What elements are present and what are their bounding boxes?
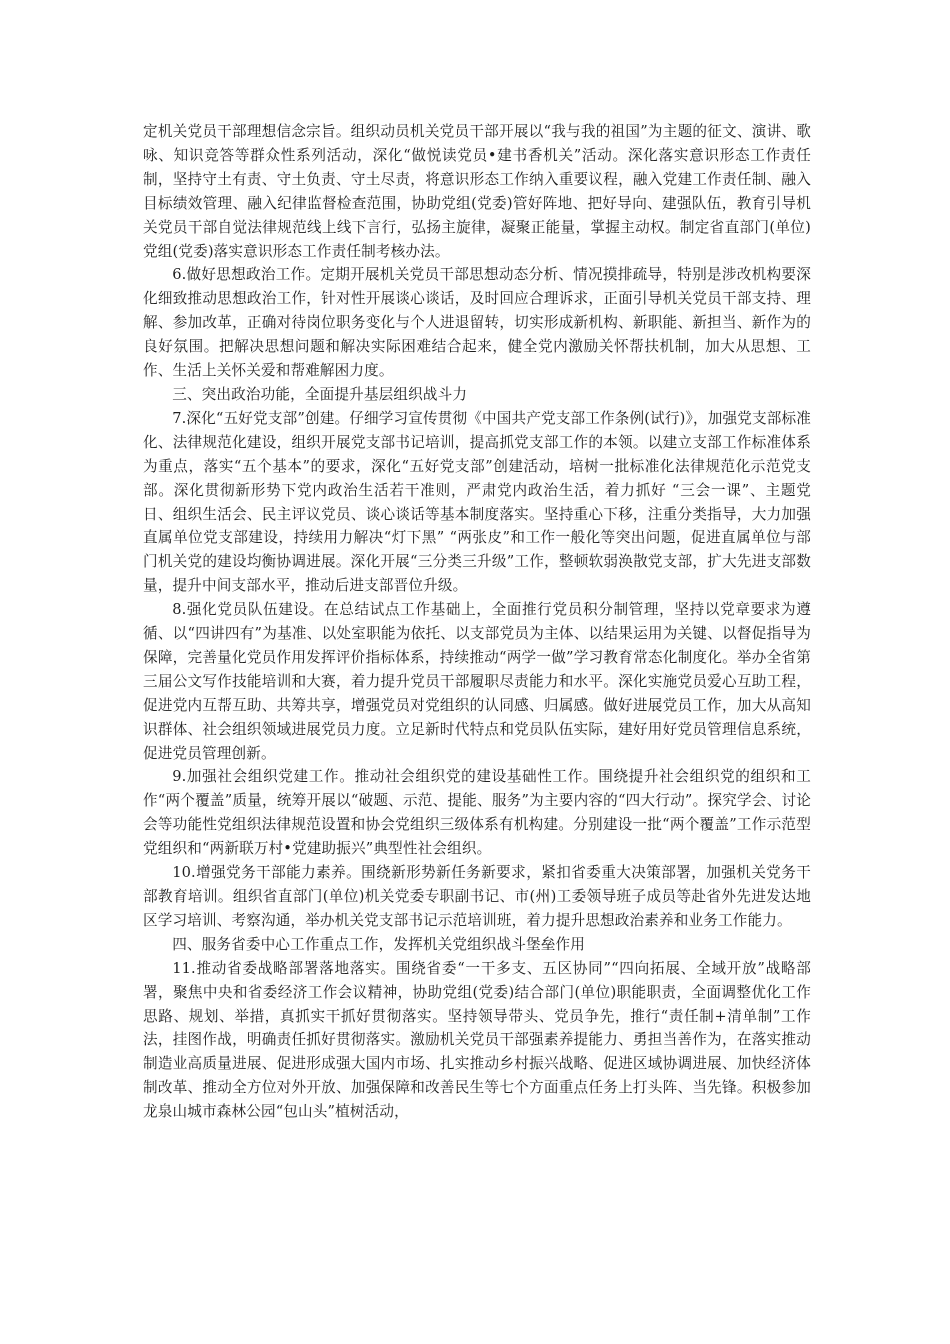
paragraph-item-6: 6.做好思想政治工作。定期开展机关党员干部思想动态分析、情况摸排疏导，特别是涉改机构要深化细致推动思想政治工作，针对性开展谈心谈话，及时回应合理诉求，正面引导机关党员干部支持、理解、参加改革，正确对待岗位职务变化与个人进退留转，切实形成新机构、新职能、新担当、新作为的良好氛围。把解决思想问题和解决实际困难结合起来，健全党内激励关怀帮扶机制，加大从思想、工作、生活上关怀关爱和帮难解困力度。 — [143, 266, 811, 380]
paragraph-item-8: 8.强化党员队伍建设。在总结试点工作基础上，全面推行党员积分制管理，坚持以党章要求为遵循、以“四讲四有”为基准、以处室职能为依托、以支部党员为主体、以结果运用为关键、以督促指导为保障，完善量化党员作用发挥评价指标体系，持续推动“两学一做”学习教育常态化制度化。举办全省第三届公文写作技能培训和大赛，着力提升党员干部履职尽责能力和水平。深化实施党员爱心互助工程，促进党内互帮互助、共筹共享，增强党员对党组织的认同感、归属感。做好进展党员工作，加大从高知识群体、社会组织领域进展党员力度。立足新时代特点和党员队伍实际，建好用好党员管理信息系统，促进党员管理创新。 — [143, 601, 811, 762]
paragraph-item-9: 9.加强社会组织党建工作。推动社会组织党的建设基础性工作。围绕提升社会组织党的组织和工作“两个覆盖”质量，统筹开展以“破题、示范、提能、服务”为主要内容的“四大行动”。探究学会、讨论会等功能性党组织法律规范设置和协会党组织三级体系有机构建。分别建设一批“两个覆盖”工作示范型党组织和“两新联万村•党建助振兴”典型性社会组织。 — [143, 768, 811, 858]
section-heading-3: 三、突出政治功能，全面提升基层组织战斗力 — [172, 385, 468, 403]
section-heading-4: 四、服务省委中心工作重点工作，发挥机关党组织战斗堡垒作用 — [172, 935, 586, 953]
paragraph-item-7: 7.深化“五好党支部”创建。仔细学习宣传贯彻《中国共产党支部工作条例(试行)》，加强党支部标准化、法律规范化建设，组织开展党支部书记培训，提高抓党支部工作的本领。以建立支部工作标准体系为重点，落实“五个基本”的要求，深化“五好党支部”创建活动，培树一批标准化法律规范化示范党支部。深化贯彻新形势下党内政治生活若干准则，严肃党内政治生活，着力抓好 “三会一课”、主题党日、组织生活会、民主评议党员、谈心谈话等基本制度落实。坚持重心下移，注重分类指导，大力加强直属单位党支部建设，持续用力解决“灯下黑” “两张皮”和工作一般化等突出问题，促进直属单位与部门机关党的建设均衡协调进展。深化开展“三分类三升级”工作，整顿软弱涣散党支部，扩大先进支部数量，提升中间支部水平，推动后进支部晋位升级。 — [143, 409, 811, 595]
paragraph-continuation: 定机关党员干部理想信念宗旨。组织动员机关党员干部开展以“我与我的祖国”为主题的征文、演讲、歌咏、知识竞答等群众性系列活动，深化“做悦读党员•建书香机关”活动。深化落实意识形态工作责任制，坚持守土有责、守土负责、守土尽责，将意识形态工作纳入重要议程，融入党建工作责任制、融入目标绩效管理、融入纪律监督检查范围，协助党组(党委)管好阵地、把好导向、建强队伍，教育引导机关党员干部自觉法律规范线上线下言行，弘扬主旋律，凝聚正能量，掌握主动权。制定省直部门(单位)党组(党委)落实意识形态工作责任制考核办法。 — [143, 123, 811, 260]
paragraph-item-10: 10.增强党务干部能力素养。围绕新形势新任务新要求，紧扣省委重大决策部署，加强机关党务干部教育培训。组织省直部门(单位)机关党委专职副书记、市(州)工委领导班子成员等赴省外先进发达地区学习培训、考察沟通，举办机关党支部书记示范培训班，着力提升思想政治素养和业务工作能力。 — [143, 864, 811, 929]
paragraph-item-11: 11.推动省委战略部署落地落实。围绕省委“一干多支、五区协同”“四向拓展、全域开放”战略部署，聚焦中央和省委经济工作会议精神，协助党组(党委)结合部门(单位)职能职责，全面调整优化工作思路、规划、举措，真抓实干抓好贯彻落实。坚持领导带头、党员争先，推行“责任制+清单制”工作法，挂图作战，明确责任抓好贯彻落实。激励机关党员干部强素养提能力、勇担当善作为，在落实推动制造业高质量进展、促进形成强大国内市场、扎实推动乡村振兴战略、促进区域协调进展、加快经济体制改革、推动全方位对外开放、加强保障和改善民生等七个方面重点任务上打头阵、当先锋。积极参加龙泉山城市森林公园“包山头”植树活动， — [143, 959, 811, 1121]
document-body — [143, 120, 811, 1124]
